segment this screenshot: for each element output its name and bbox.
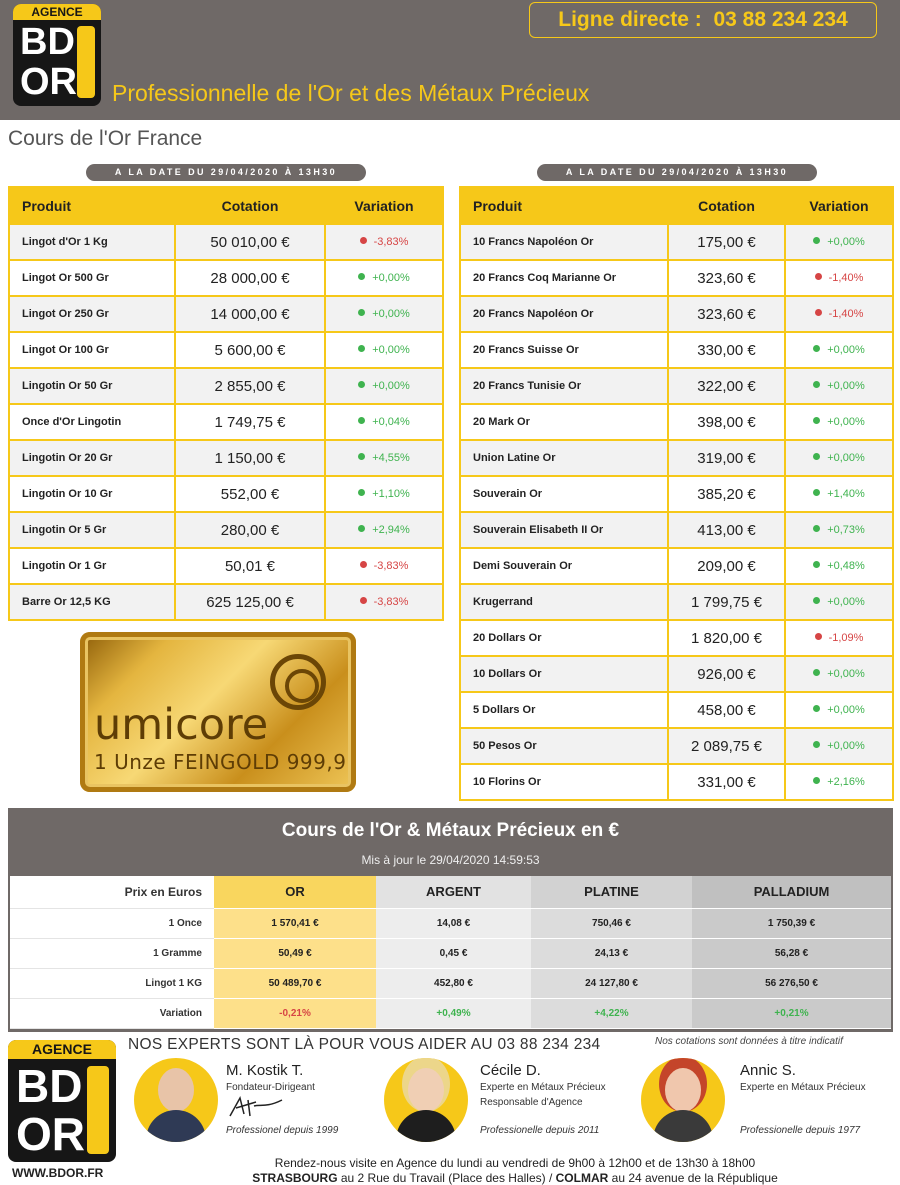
- product-name[interactable]: Lingotin Or 10 Gr: [9, 476, 175, 512]
- table-row: [460, 620, 893, 656]
- metals-row: [10, 968, 891, 998]
- table-row: [460, 764, 893, 800]
- product-price: 413,00 €: [668, 512, 785, 548]
- trend-down-dot-icon: [360, 561, 367, 568]
- table-row: [9, 260, 443, 296]
- trend-down-dot-icon: [815, 309, 822, 316]
- metals-row: [10, 998, 891, 1028]
- experts-title: NOS EXPERTS SONT LÀ POUR VOUS AIDER AU 03 88 234 234: [128, 1036, 601, 1053]
- variation-value: -3,83%: [373, 560, 409, 572]
- product-price: 5 600,00 €: [175, 332, 325, 368]
- expert-since: Professionel depuis 1999: [226, 1125, 339, 1136]
- right-date-badge: A LA DATE DU 29/04/2020 À 13H30: [537, 164, 817, 181]
- col-header-cotation: Cotation: [175, 187, 325, 224]
- product-name[interactable]: 5 Dollars Or: [460, 692, 668, 728]
- product-price: 1 799,75 €: [668, 584, 785, 620]
- variation-value: -1,09%: [828, 632, 864, 644]
- product-name[interactable]: Lingotin Or 5 Gr: [9, 512, 175, 548]
- trend-down-dot-icon: [815, 633, 822, 640]
- product-variation: [325, 404, 443, 440]
- variation-value: -3,83%: [373, 236, 409, 248]
- table-row: [9, 512, 443, 548]
- product-variation: [325, 332, 443, 368]
- trend-up-dot-icon: [813, 489, 820, 496]
- metals-cell-platine: 24,13 €: [531, 938, 692, 968]
- trend-up-dot-icon: [358, 417, 365, 424]
- logo-agence-label: AGENCE: [13, 4, 101, 20]
- left-price-table: [8, 186, 444, 621]
- product-price: 552,00 €: [175, 476, 325, 512]
- logo-gold-bar: [87, 1066, 109, 1154]
- metals-cell-platine: 750,46 €: [531, 908, 692, 938]
- product-variation: [785, 440, 893, 476]
- trend-up-dot-icon: [813, 345, 820, 352]
- variation-value: +0,04%: [372, 416, 410, 428]
- gold-bar-brand: umicore: [94, 700, 269, 750]
- product-price: 458,00 €: [668, 692, 785, 728]
- product-variation: [785, 692, 893, 728]
- page-title: Cours de l'Or France: [8, 127, 203, 150]
- expert-since: Professionelle depuis 1977: [740, 1125, 861, 1136]
- metals-cell-argent: +0,49%: [376, 998, 531, 1028]
- table-row: [9, 332, 443, 368]
- trend-up-dot-icon: [358, 381, 365, 388]
- variation-value: +1,40%: [827, 488, 865, 500]
- product-name[interactable]: 10 Florins Or: [460, 764, 668, 800]
- visit-city-strasbourg: STRASBOURG: [252, 1171, 338, 1185]
- variation-value: +2,16%: [827, 776, 865, 788]
- product-price: 2 089,75 €: [668, 728, 785, 764]
- metals-row: [10, 938, 891, 968]
- visit-addresses: [0, 1171, 900, 1185]
- metals-cell-palladium: 56,28 €: [692, 938, 891, 968]
- product-price: 14 000,00 €: [175, 296, 325, 332]
- variation-value: +0,00%: [372, 272, 410, 284]
- product-price: 385,20 €: [668, 476, 785, 512]
- variation-value: +0,00%: [372, 308, 410, 320]
- product-name[interactable]: 20 Mark Or: [460, 404, 668, 440]
- website-link[interactable]: WWW.BDOR.FR: [12, 1166, 104, 1180]
- table-row: [460, 224, 893, 260]
- col-header-cotation: Cotation: [668, 187, 785, 224]
- table-row: [460, 296, 893, 332]
- trend-up-dot-icon: [358, 453, 365, 460]
- product-price: 331,00 €: [668, 764, 785, 800]
- variation-value: -3,83%: [373, 596, 409, 608]
- metals-cell-platine: +4,22%: [531, 998, 692, 1028]
- table-row: [460, 368, 893, 404]
- table-row: [460, 332, 893, 368]
- col-header-produit: Produit: [9, 187, 175, 224]
- product-name[interactable]: Lingot d'Or 1 Kg: [9, 224, 175, 260]
- metals-panel: [8, 808, 893, 1032]
- table-row: [9, 476, 443, 512]
- table-row: [460, 548, 893, 584]
- metals-cell-argent: 0,45 €: [376, 938, 531, 968]
- header-banner: [0, 0, 900, 120]
- product-price: 322,00 €: [668, 368, 785, 404]
- variation-value: +0,00%: [827, 236, 865, 248]
- product-name[interactable]: 20 Francs Suisse Or: [460, 332, 668, 368]
- metals-cell-platine: 24 127,80 €: [531, 968, 692, 998]
- variation-value: +0,00%: [827, 344, 865, 356]
- product-variation: [325, 548, 443, 584]
- col-header-variation: Variation: [325, 187, 443, 224]
- variation-value: -1,40%: [828, 272, 864, 284]
- product-variation: [785, 368, 893, 404]
- product-variation: [785, 728, 893, 764]
- product-name[interactable]: Souverain Elisabeth II Or: [460, 512, 668, 548]
- trend-up-dot-icon: [813, 417, 820, 424]
- product-variation: [785, 296, 893, 332]
- expert-role: Experte en Métaux Précieux: [740, 1082, 866, 1093]
- product-variation: [785, 332, 893, 368]
- product-price: 323,60 €: [668, 260, 785, 296]
- product-name[interactable]: Lingot Or 100 Gr: [9, 332, 175, 368]
- product-price: 209,00 €: [668, 548, 785, 584]
- table-row: [460, 692, 893, 728]
- product-price: 323,60 €: [668, 296, 785, 332]
- product-variation: [785, 404, 893, 440]
- product-variation: [325, 260, 443, 296]
- metals-cell-palladium: 1 750,39 €: [692, 908, 891, 938]
- product-name[interactable]: Lingot Or 250 Gr: [9, 296, 175, 332]
- right-price-table: [459, 186, 894, 801]
- metals-cell-or: 50,49 €: [214, 938, 376, 968]
- product-name[interactable]: 10 Francs Napoléon Or: [460, 224, 668, 260]
- variation-value: +0,73%: [827, 524, 865, 536]
- trend-up-dot-icon: [813, 525, 820, 532]
- variation-value: +0,00%: [827, 416, 865, 428]
- table-row: [460, 656, 893, 692]
- bdor-logo[interactable]: [13, 4, 101, 106]
- trend-up-dot-icon: [813, 237, 820, 244]
- logo-gold-bar: [77, 26, 95, 98]
- variation-value: +0,00%: [827, 740, 865, 752]
- trend-up-dot-icon: [358, 525, 365, 532]
- trend-up-dot-icon: [813, 597, 820, 604]
- product-name[interactable]: Lingotin Or 20 Gr: [9, 440, 175, 476]
- product-name[interactable]: 20 Francs Coq Marianne Or: [460, 260, 668, 296]
- product-name[interactable]: 50 Pesos Or: [460, 728, 668, 764]
- product-variation: [785, 620, 893, 656]
- variation-value: +0,00%: [827, 668, 865, 680]
- variation-value: +0,00%: [827, 596, 865, 608]
- expert-name: M. Kostik T.: [226, 1062, 304, 1079]
- metals-header-argent: ARGENT: [376, 876, 531, 908]
- table-row: [9, 296, 443, 332]
- product-price: 625 125,00 €: [175, 584, 325, 620]
- visit-address-colmar: au 24 avenue de la République: [608, 1171, 778, 1185]
- metals-row-label: 1 Gramme: [10, 938, 214, 968]
- variation-value: +0,00%: [827, 452, 865, 464]
- metals-row-label: Lingot 1 KG: [10, 968, 214, 998]
- logo-agence-label: AGENCE: [8, 1040, 116, 1059]
- trend-up-dot-icon: [813, 561, 820, 568]
- trend-up-dot-icon: [358, 489, 365, 496]
- table-row: [9, 584, 443, 620]
- metals-row-label: 1 Once: [10, 908, 214, 938]
- product-variation: [785, 224, 893, 260]
- product-name[interactable]: 20 Francs Tunisie Or: [460, 368, 668, 404]
- visit-city-colmar: COLMAR: [555, 1171, 609, 1185]
- table-row: [9, 440, 443, 476]
- metals-title: Cours de l'Or & Métaux Précieux en €: [281, 820, 620, 841]
- table-row: [460, 512, 893, 548]
- expert-photo-cecile: [384, 1058, 468, 1142]
- gold-bar-inscription: 1 Unze FEINGOLD 999,9: [94, 750, 347, 774]
- variation-value: +0,00%: [827, 380, 865, 392]
- product-variation: [785, 476, 893, 512]
- product-variation: [325, 296, 443, 332]
- visit-hours: Rendez-nous visite en Agence du lundi au vendredi de 9h00 à 12h00 et de 13h30 à 18h00: [274, 1156, 756, 1170]
- product-price: 28 000,00 €: [175, 260, 325, 296]
- table-row: [460, 440, 893, 476]
- logo-bd-text: BD: [20, 21, 75, 63]
- product-price: 50,01 €: [175, 548, 325, 584]
- variation-value: +0,00%: [372, 380, 410, 392]
- metals-cell-argent: 452,80 €: [376, 968, 531, 998]
- metals-header-or: OR: [214, 876, 376, 908]
- table-row: [460, 476, 893, 512]
- table-row: [460, 584, 893, 620]
- logo-or-text: OR: [16, 1108, 85, 1160]
- product-price: 2 855,00 €: [175, 368, 325, 404]
- metals-cell-argent: 14,08 €: [376, 908, 531, 938]
- product-variation: [325, 512, 443, 548]
- table-row: [9, 368, 443, 404]
- footer-bdor-logo[interactable]: [8, 1040, 116, 1162]
- hotline-number[interactable]: 03 88 234 234: [713, 8, 848, 31]
- metals-header-prix: Prix en Euros: [10, 876, 214, 908]
- product-variation: [325, 224, 443, 260]
- hotline-label: Ligne directe :: [558, 8, 702, 31]
- expert-photo-annic: [641, 1058, 725, 1142]
- product-price: 175,00 €: [668, 224, 785, 260]
- product-variation: [785, 584, 893, 620]
- table-row: [9, 224, 443, 260]
- product-name[interactable]: Lingotin Or 1 Gr: [9, 548, 175, 584]
- product-variation: [785, 656, 893, 692]
- product-price: 398,00 €: [668, 404, 785, 440]
- product-variation: [325, 476, 443, 512]
- trend-down-dot-icon: [815, 273, 822, 280]
- product-price: 280,00 €: [175, 512, 325, 548]
- product-variation: [785, 764, 893, 800]
- product-name[interactable]: Souverain Or: [460, 476, 668, 512]
- trend-up-dot-icon: [813, 381, 820, 388]
- col-header-variation: Variation: [785, 187, 893, 224]
- product-name[interactable]: 20 Dollars Or: [460, 620, 668, 656]
- left-date-badge: A LA DATE DU 29/04/2020 À 13H30: [86, 164, 366, 181]
- metals-header-palladium: PALLADIUM: [692, 876, 891, 908]
- variation-value: +2,94%: [372, 524, 410, 536]
- product-name[interactable]: Lingot Or 500 Gr: [9, 260, 175, 296]
- product-price: 319,00 €: [668, 440, 785, 476]
- product-name[interactable]: Barre Or 12,5 KG: [9, 584, 175, 620]
- product-price: 1 749,75 €: [175, 404, 325, 440]
- table-row: [9, 548, 443, 584]
- expert-role: Experte en Métaux Précieux: [480, 1082, 606, 1093]
- product-variation: [325, 584, 443, 620]
- logo-bd-text: BD: [16, 1060, 83, 1112]
- product-name[interactable]: 10 Dollars Or: [460, 656, 668, 692]
- expert-role-secondary: Responsable d'Agence: [480, 1097, 583, 1108]
- product-name[interactable]: Lingotin Or 50 Gr: [9, 368, 175, 404]
- variation-value: +0,00%: [372, 344, 410, 356]
- product-name[interactable]: Demi Souverain Or: [460, 548, 668, 584]
- trend-down-dot-icon: [360, 237, 367, 244]
- umicore-logo-icon: [270, 654, 326, 710]
- variation-value: +0,00%: [827, 704, 865, 716]
- expert-photo-kostik: [134, 1058, 218, 1142]
- product-price: 1 820,00 €: [668, 620, 785, 656]
- metals-header-platine: PLATINE: [531, 876, 692, 908]
- trend-up-dot-icon: [358, 345, 365, 352]
- signature-image: [226, 1094, 286, 1120]
- trend-up-dot-icon: [813, 669, 820, 676]
- metals-updated: Mis à jour le 29/04/2020 14:59:53: [361, 853, 540, 867]
- table-row: [460, 728, 893, 764]
- product-variation: [785, 512, 893, 548]
- trend-up-dot-icon: [813, 705, 820, 712]
- table-row: [460, 260, 893, 296]
- table-row: [460, 404, 893, 440]
- expert-name: Annic S.: [740, 1062, 796, 1079]
- variation-value: +1,10%: [372, 488, 410, 500]
- trend-up-dot-icon: [358, 273, 365, 280]
- metals-cell-palladium: +0,21%: [692, 998, 891, 1028]
- trend-up-dot-icon: [813, 741, 820, 748]
- logo-or-text: OR: [20, 61, 77, 103]
- trend-down-dot-icon: [360, 597, 367, 604]
- metals-cell-or: 1 570,41 €: [214, 908, 376, 938]
- expert-name: Cécile D.: [480, 1062, 541, 1079]
- metals-row-label: Variation: [10, 998, 214, 1028]
- product-price: 926,00 €: [668, 656, 785, 692]
- metals-row: [10, 908, 891, 938]
- hotline-box[interactable]: [529, 2, 877, 38]
- product-name[interactable]: Once d'Or Lingotin: [9, 404, 175, 440]
- col-header-produit: Produit: [460, 187, 668, 224]
- product-name[interactable]: Krugerrand: [460, 584, 668, 620]
- product-variation: [785, 260, 893, 296]
- product-price: 50 010,00 €: [175, 224, 325, 260]
- trend-up-dot-icon: [813, 453, 820, 460]
- metals-cell-or: -0,21%: [214, 998, 376, 1028]
- product-variation: [785, 548, 893, 584]
- trend-up-dot-icon: [813, 777, 820, 784]
- expert-role: Fondateur-Dirigeant: [226, 1082, 315, 1093]
- tagline: Professionnelle de l'Or et des Métaux Précieux: [112, 80, 590, 106]
- trend-up-dot-icon: [358, 309, 365, 316]
- metals-table: [10, 876, 891, 1029]
- product-price: 1 150,00 €: [175, 440, 325, 476]
- gold-bar-image: [80, 632, 356, 792]
- expert-since: Professionelle depuis 2011: [480, 1125, 600, 1136]
- product-name[interactable]: Union Latine Or: [460, 440, 668, 476]
- variation-value: +4,55%: [372, 452, 410, 464]
- metals-cell-palladium: 56 276,50 €: [692, 968, 891, 998]
- table-row: [9, 404, 443, 440]
- metals-cell-or: 50 489,70 €: [214, 968, 376, 998]
- product-price: 330,00 €: [668, 332, 785, 368]
- variation-value: +0,48%: [827, 560, 865, 572]
- product-variation: [325, 368, 443, 404]
- visit-address-strasbourg: au 2 Rue du Travail (Place des Halles) /: [337, 1171, 556, 1185]
- product-variation: [325, 440, 443, 476]
- disclaimer: Nos cotations sont données à titre indicatif: [655, 1036, 843, 1047]
- variation-value: -1,40%: [828, 308, 864, 320]
- product-name[interactable]: 20 Francs Napoléon Or: [460, 296, 668, 332]
